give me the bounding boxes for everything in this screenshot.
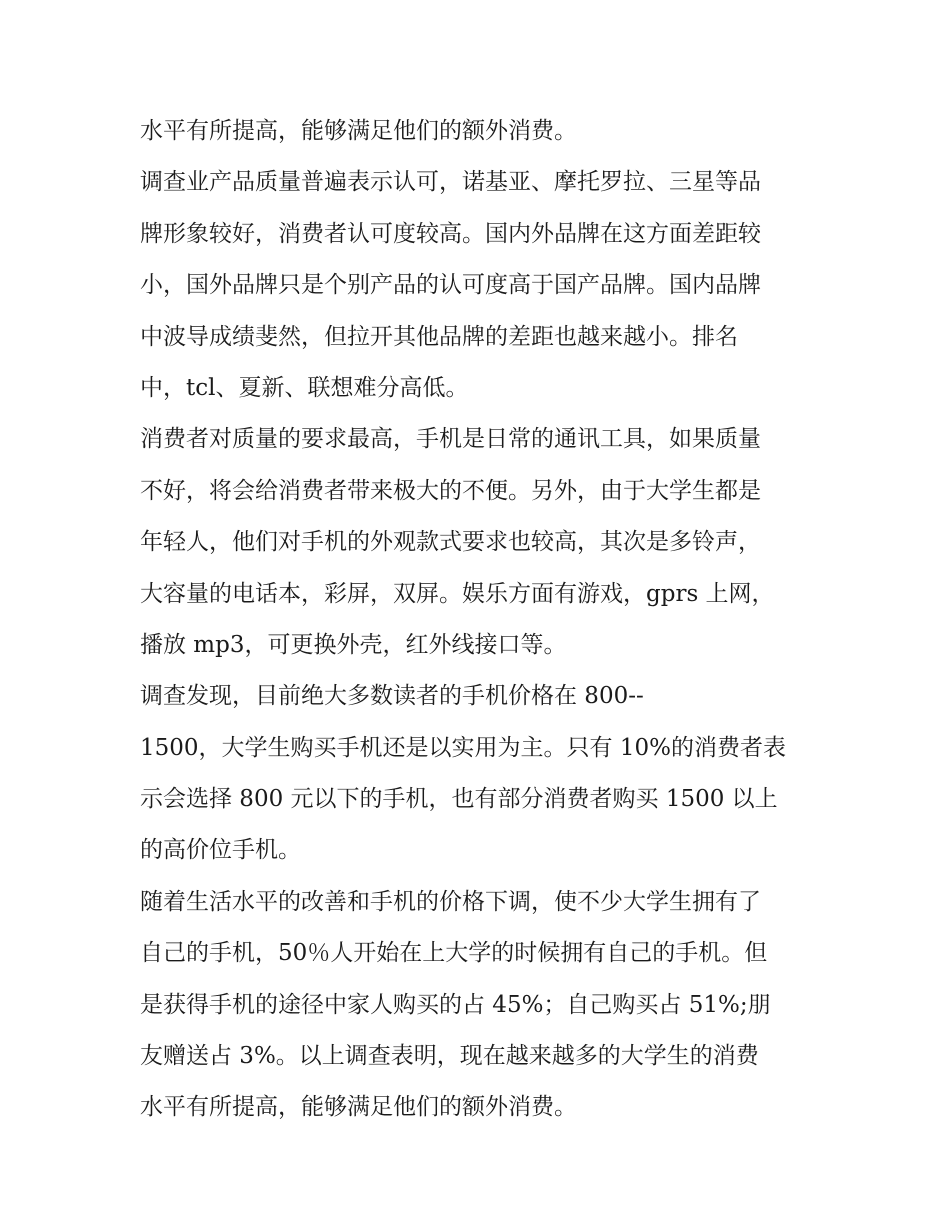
text-line: 牌形象较好，消费者认可度较高。国内外品牌在这方面差距较 xyxy=(140,220,761,247)
text-line: 播放 mp3，可更换外壳，红外线接口等。 xyxy=(140,631,567,658)
text-line: 小，国外品牌只是个别产品的认可度高于国产品牌。国内品牌 xyxy=(140,272,761,299)
text-line: 自己的手机，50％人开始在上大学的时候拥有自己的手机。但 xyxy=(140,940,768,967)
text-line: 消费者对质量的要求最高，手机是日常的通讯工具，如果质量 xyxy=(140,426,761,453)
text-line: 是获得手机的途径中家人购买的占 45%；自己购买占 51%;朋 xyxy=(140,991,771,1018)
text-line: 友赠送占 3%。以上调查表明，现在越来越多的大学生的消费 xyxy=(140,1043,759,1070)
text-line: 的高价位手机。 xyxy=(140,837,301,864)
text-line: 水平有所提高，能够满足他们的额外消费。 xyxy=(140,118,577,144)
text-line: 1500，大学生购买手机还是以实用为主。只有 10%的消费者表 xyxy=(140,734,786,761)
text-line: 中波导成绩斐然，但拉开其他品牌的差距也越来越小。排名 xyxy=(140,323,738,350)
text-line: 年轻人，他们对手机的外观款式要求也较高，其次是多铃声， xyxy=(140,529,761,556)
document-body xyxy=(140,106,812,1134)
text-line: 水平有所提高，能够满足他们的额外消费。 xyxy=(140,1094,577,1121)
text-line: 中，tcl、夏新、联想难分高低。 xyxy=(140,374,469,401)
text-line: 随着生活水平的改善和手机的价格下调，使不少大学生拥有了 xyxy=(140,888,761,915)
text-line: 大容量的电话本，彩屏，双屏。娱乐方面有游戏，gprs 上网， xyxy=(140,580,775,607)
text-line: 调查发现，目前绝大多数读者的手机价格在 800-- xyxy=(140,683,644,710)
text-line: 调查业产品质量普遍表示认可，诺基亚、摩托罗拉、三星等品 xyxy=(140,169,761,196)
text-line: 不好，将会给消费者带来极大的不便。另外，由于大学生都是 xyxy=(140,477,761,504)
text-line: 示会选择 800 元以下的手机，也有部分消费者购买 1500 以上 xyxy=(140,786,778,813)
